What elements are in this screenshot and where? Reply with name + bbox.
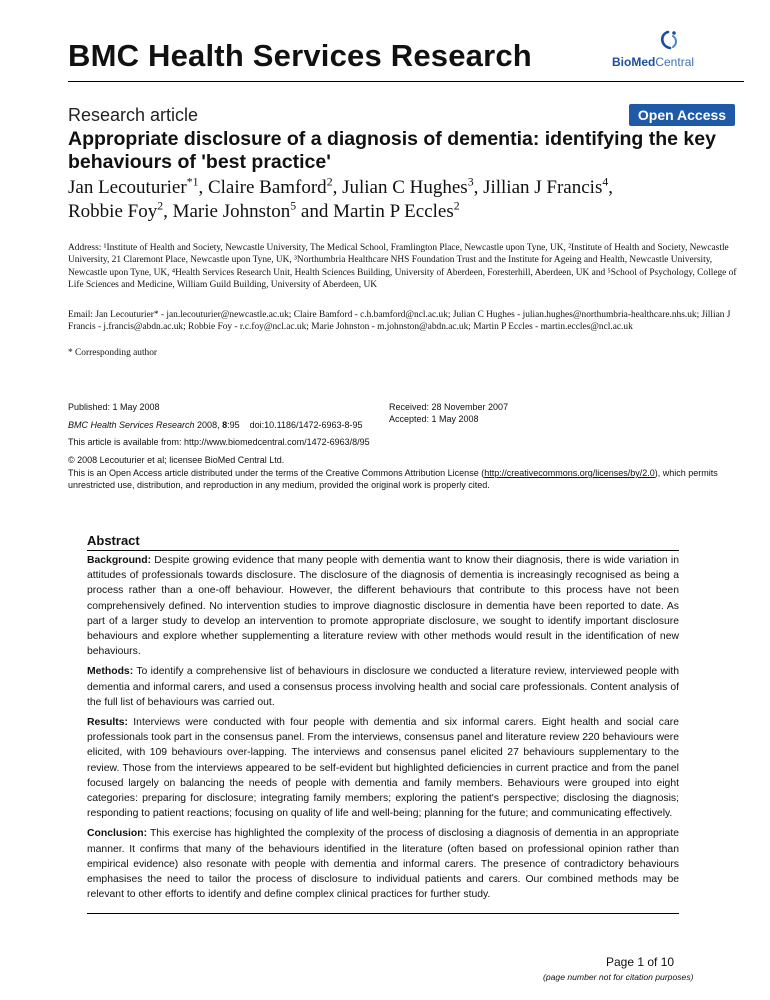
article-title: Appropriate disclosure of a diagnosis of dementia: identifying the key behaviours of 'best practice' [68, 128, 716, 173]
author: Julian C Hughes [342, 177, 468, 198]
corresponding-author-note: * Corresponding author [68, 348, 158, 358]
biomed-central-swoosh-icon [652, 30, 682, 52]
header-rule [68, 81, 744, 82]
author-line-2 [68, 200, 748, 224]
author-affiliation: 2 [157, 199, 164, 213]
author-separator: , [473, 177, 484, 198]
author: Jillian J Francis [483, 177, 603, 198]
publisher-logo[interactable] [612, 28, 732, 72]
author-separator: , [163, 201, 173, 222]
abstract-conclusion [87, 826, 679, 902]
publisher-brand: BioMed [612, 55, 656, 69]
page-number: Page 1 of 10 [606, 955, 675, 969]
author-affiliation: *1 [186, 175, 199, 189]
author: Robbie Foy [68, 201, 158, 222]
author-separator: , [608, 177, 613, 198]
author: Martin P Eccles [333, 201, 454, 222]
abstract-results [87, 715, 679, 821]
section-label: Background: [87, 555, 152, 566]
author-affiliation: 2 [326, 175, 333, 189]
copyright: © 2008 Lecouturier et al; licensee BioMed Central Ltd. [68, 455, 285, 465]
author-affiliation: 3 [467, 175, 474, 189]
author-affiliation: 4 [602, 175, 609, 189]
article-url[interactable]: This article is available from: http://www.biomedcentral.com/1472-6963/8/95 [68, 437, 370, 447]
citation-journal: BMC Health Services Research [68, 420, 195, 430]
license-link[interactable]: http://creativecommons.org/licenses/by/2.0 [484, 468, 655, 478]
article-type: Research article [68, 105, 199, 125]
section-text: Despite growing evidence that many people with dementia want to know their diagnosis, there is wide variation in attitudes of professionals towards disclosure. The disclosure of the diagnosis of dementia is increasingly recognised as being a process rather than a one-off behaviour. However, the different behaviours that contribute to this process have not been comprehensively defined. No intervention studies to improve diagnostic disclosure in dementia have been reported to date. As part of a larger study to develop an intervention to promote appropriate disclosure, we sought to identify important disclosure behaviours and explore whether supplementing a literature review with other methods would result in the identification of new behaviours. [87, 555, 679, 658]
citation-volume: 8 [222, 420, 228, 430]
citation-year: 2008, [194, 420, 223, 430]
author-separator: , [332, 177, 343, 198]
abstract-bottom-rule [87, 913, 679, 914]
license-statement [68, 467, 744, 491]
abstract-rule [87, 550, 679, 551]
author-separator: , [198, 177, 208, 198]
citation-doi: :95 doi:10.1186/1472-6963-8-95 [227, 420, 363, 430]
section-label: Conclusion: [87, 828, 148, 840]
author-affiliation: 5 [290, 199, 297, 213]
abstract-methods [87, 664, 679, 710]
section-label: Results: [87, 717, 128, 729]
published-date: Published: 1 May 2008 [68, 402, 160, 412]
section-text: To identify a comprehensive list of behaviours in disclosure we conducted a literature review, interviewed people with dementia and informal carers, and used a consensus process involving health and social care professionals. Content analysis of the full list of behaviours was carried out. [87, 666, 679, 708]
author-list [68, 176, 748, 224]
author: Marie Johnston [172, 201, 291, 222]
journal-title: BMC Health Services Research [68, 38, 532, 73]
publisher-brand-suffix: Central [655, 55, 695, 69]
abstract-body [87, 553, 679, 907]
author-line-1 [68, 176, 748, 200]
accepted-date: Accepted: 1 May 2008 [389, 414, 479, 424]
author-addresses: Address: ¹Institute of Health and Society, Newcastle University, The Medical School, Framlington Place, Newcastle upon Tyne, UK, ²Institute of Health and Society, Newcastle University, 21 Claremont Place, Newcastle upon Tyne, UK, ³Northumbria Healthcare NHS Foundation Trust and the Institute for Ageing and Health, Newcastle University, Newcastle upon Tyne, UK, ⁴Health Services Research Unit, Health Sciences Building, University of Aberdeen, Foresterhill, Aberdeen, UK and ⁵School of Psychology, College of Life Sciences and Medicine, William Guild Building, University of Aberdeen, UK [68, 243, 737, 291]
open-access-badge[interactable]: Open Access [629, 104, 735, 126]
author: Jan Lecouturier [68, 177, 187, 198]
citation [68, 420, 363, 430]
author: Claire Bamford [207, 177, 327, 198]
section-label: Methods: [87, 666, 134, 678]
author-affiliation: 2 [453, 199, 460, 213]
abstract-heading: Abstract [87, 533, 140, 548]
received-date: Received: 28 November 2007 [389, 402, 509, 412]
abstract-background [87, 553, 679, 659]
page-number-note: (page number not for citation purposes) [543, 972, 694, 982]
section-text: Interviews were conducted with four people with dementia and six informal carers. Eight health and social care professionals took part in the consensus panel. From the interviews, consensus panel and literature review 220 behaviours were elicited, with 109 behaviours over-lapping. The interviews and consensus panel elicited 27 behaviours supplementary to the review. Those from the interviews appeared to be self-evident but highlighted deficiencies in current practice and from the panel focused largely on balancing the needs of people with dementia and family members. Behaviours were grouped into eight categories: preparing for disclosure; integrating family members; exploring the patient's perspective; disclosing the diagnosis; responding to patient reactions; focusing on quality of life and well-being; planning for the future; and communicating effectively. [87, 717, 679, 820]
publisher-logo-text [612, 55, 694, 69]
license-text: This is an Open Access article distributed under the terms of the Creative Commons Attribution License ( [68, 468, 485, 478]
author-separator: and [296, 201, 334, 222]
section-text: This exercise has highlighted the complexity of the process of disclosing a diagnosis of dementia in an appropriate manner. It confirms that many of the behaviours identified in the literature (often based on professional opinion rather than empirical evidence) also resonate with people with dementia and informal carers. The presence of contradictory behaviours emphasises the need to tailor the process of disclosure to individual patients and carers. Our combined methods may be relevant to other efforts to identify and define complex clinical practices for further study. [87, 828, 679, 901]
license-text-end: ), which permits unrestricted use, distribution, and reproduction in any medium, provided the original work is properly cited. [68, 468, 718, 490]
author-emails: Email: Jan Lecouturier* - jan.lecouturier@newcastle.ac.uk; Claire Bamford - c.h.bamford@ncl.ac.uk; Julian C Hughes - julian.hughes@northumbria-healthcare.nhs.uk; Jillian J Francis - j.francis@abdn.ac.uk; Robbie Foy - r.c.foy@ncl.ac.uk; Marie Johnston - m.johnston@abdn.ac.uk; Martin P Eccles - martin.eccles@ncl.ac.uk [68, 310, 731, 333]
